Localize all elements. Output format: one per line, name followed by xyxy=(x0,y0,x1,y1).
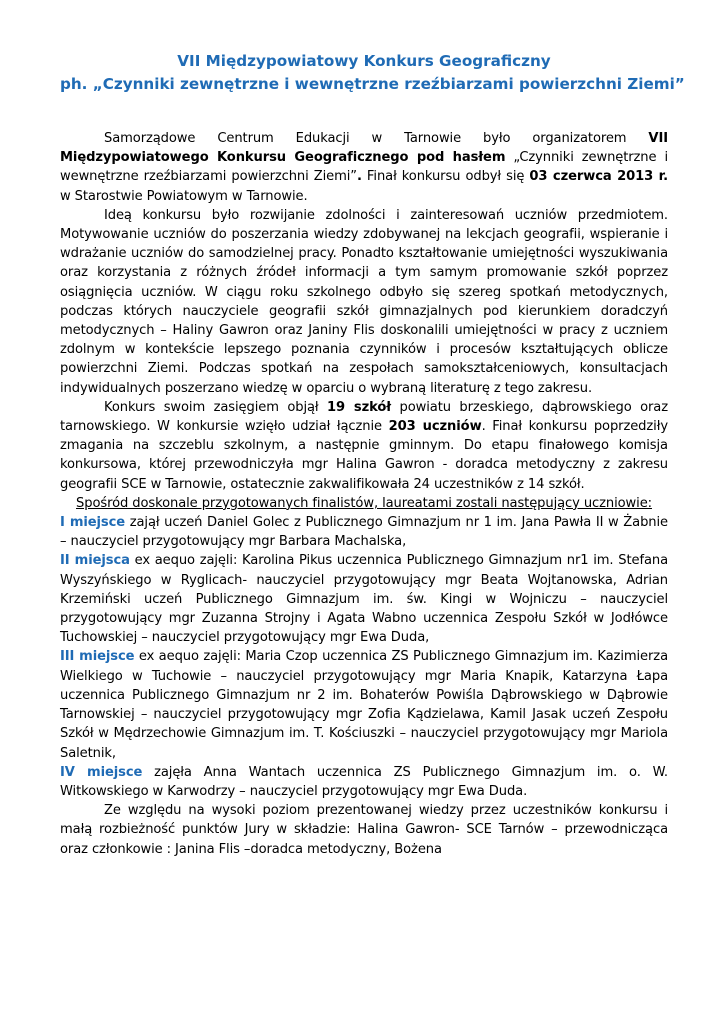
paragraph-scope xyxy=(60,398,668,494)
place-4-label: IV miejsce xyxy=(60,764,143,780)
place-3-label: III miejsce xyxy=(60,649,135,665)
scope-text-2: powiatu brzeskiego, dąbrowskiego oraz tarnowskiego. W konkursie wzięło udział łącznie xyxy=(60,399,669,435)
intro-date: 03 czerwca 2013 r. xyxy=(529,169,668,185)
place-2 xyxy=(60,551,668,647)
paragraph-idea: Ideą konkursu było rozwijanie zdolności i zainteresowań uczniów przedmiotem. Motywowanie uczniów do poszerzania wiedzy zdobywanej na lekcjach geografii, wspieranie i wdrażanie uczniów do samodzielnej pracy. Ponadto kształtowanie umiejętności wyszukiwania oraz korzystania z różnych źródeł informacji a tym samym promowanie szkół poprzez osiągnięcia uczniów. W ciągu roku szkolnego odbyło się szereg spotkań metodycznych, podczas których nauczyciele geografii szkół gimnazjalnych pod kierunkiem doradczyń metodycznych – Haliny Gawron oraz Janiny Flis doskonalili umiejętności w pracy z uczniem zdolnym w kontekście lepszego poznania czynników i procesów kształtujących oblicze powierzchni Ziemi. Podczas spotkań na zespołach samokształceniowych, konsultacjach indywidualnych poszerzano wiedzę w oparciu o wybraną literaturę z tego zakresu. xyxy=(60,207,668,396)
intro-text-1: Samorządowe Centrum Edukacji w Tarnowie było organizatorem xyxy=(104,131,649,146)
scope-text-3: . Finał konkursu poprzedziły zmagania na szczeblu szkolnym, a następnie gminnym. Do etapu finałowego komisja konkursowa, której przewodniczyła mgr Halina Gawron - doradca metodyczny z zakresu geografii SCE w Tarnowie, ostatecznie zakwalifikowała 24 uczestników z 14 szkół. xyxy=(60,419,668,492)
laureates-intro: Spośród doskonale przygotowanych finalistów, laureatami zostali następujący uczniowie: xyxy=(76,495,652,511)
scope-students: 203 uczniów xyxy=(388,419,482,435)
place-3 xyxy=(60,647,668,762)
place-1 xyxy=(60,513,668,551)
intro-text-3: w Starostwie Powiatowym w Tarnowie. xyxy=(60,188,308,204)
place-4 xyxy=(60,763,668,801)
document-title xyxy=(60,50,685,96)
intro-motto: „Czynniki zewnętrzne i wewnętrzne rzeźbiarzami powierzchni Ziemi” xyxy=(60,150,668,185)
scope-text-1: Konkurs swoim zasięgiem objął xyxy=(104,399,328,415)
place-3-text: ex aequo zajęli: Maria Czop uczennica ZS Publicznego Gimnazjum im. Kazimierza Wielkiego w Tuchowie – nauczyciel przygotowujący mgr Maria Knapik, Katarzyna Łapa uczennica Publicznego Gimnazjum nr 2 im. Bohaterów Powiśla Dąbrowskiego w Dąbrowie Tarnowskiej – nauczyciel przygotowujący mgr Zofia Kądzielawa, Kamil Jasak uczeń Zespołu Szkół w Mędrzechowie Gimnazjum im. T. Kościuszki – nauczyciel przygotowujący mgr Mariola Saletnik, xyxy=(60,649,668,761)
intro-text-2: Finał konkursu odbył się xyxy=(361,169,530,185)
place-2-label: II miejsca xyxy=(60,553,130,569)
intro-contest-name: VII Międzypowiatowego Konkursu Geograficznego pod hasłem xyxy=(60,131,668,166)
place-2-text: ex aequo zajęli: Karolina Pikus uczennica Publicznego Gimnazjum nr1 im. Stefana Wyszyńskiego w Ryglicach- nauczyciel przygotowujący mgr Beata Wojtanowska, Adrian Krzemiński uczeń Publicznego Gimnazjum im. św. Kingi w Wojniczu – nauczyciel przygotowujący mgr Zuzanna Strojny i Agata Wabno uczennica Zespołu Szkół w Jodłówce Tuchowskiej – nauczyciel przygotowujący mgr Ewa Duda, xyxy=(60,553,668,646)
scope-schools: 19 szkół xyxy=(327,399,392,415)
intro-period: . xyxy=(356,169,362,185)
title-line-1: VII Międzypowiatowy Konkurs Geograficzny xyxy=(177,52,551,70)
paragraph-intro xyxy=(60,129,668,206)
place-1-text: zajął uczeń Daniel Golec z Publicznego Gimnazjum nr 1 im. Jana Pawła II w Żabnie – nauczyciel przygotowujący mgr Barbara Machalska, xyxy=(60,515,668,550)
place-4-text: zajęła Anna Wantach uczennica ZS Publicznego Gimnazjum im. o. W. Witkowskiego w Karwodrzy – nauczyciel przygotowujący mgr Ewa Duda. xyxy=(60,764,668,799)
title-line-2: ph. „Czynniki zewnętrzne i wewnętrzne rzeźbiarzami powierzchni Ziemi” xyxy=(60,75,685,93)
paragraph-jury: Ze względu na wysoki poziom prezentowanej wiedzy przez uczestników konkursu i małą rozbieżność punktów Jury w składzie: Halina Gawron- SCE Tarnów – przewodnicząca oraz członkowie : Janina Flis –doradca metodyczny, Bożena xyxy=(60,803,668,857)
document-page xyxy=(60,50,685,859)
document-body xyxy=(60,129,668,859)
place-1-label: I miejsce xyxy=(60,515,126,531)
